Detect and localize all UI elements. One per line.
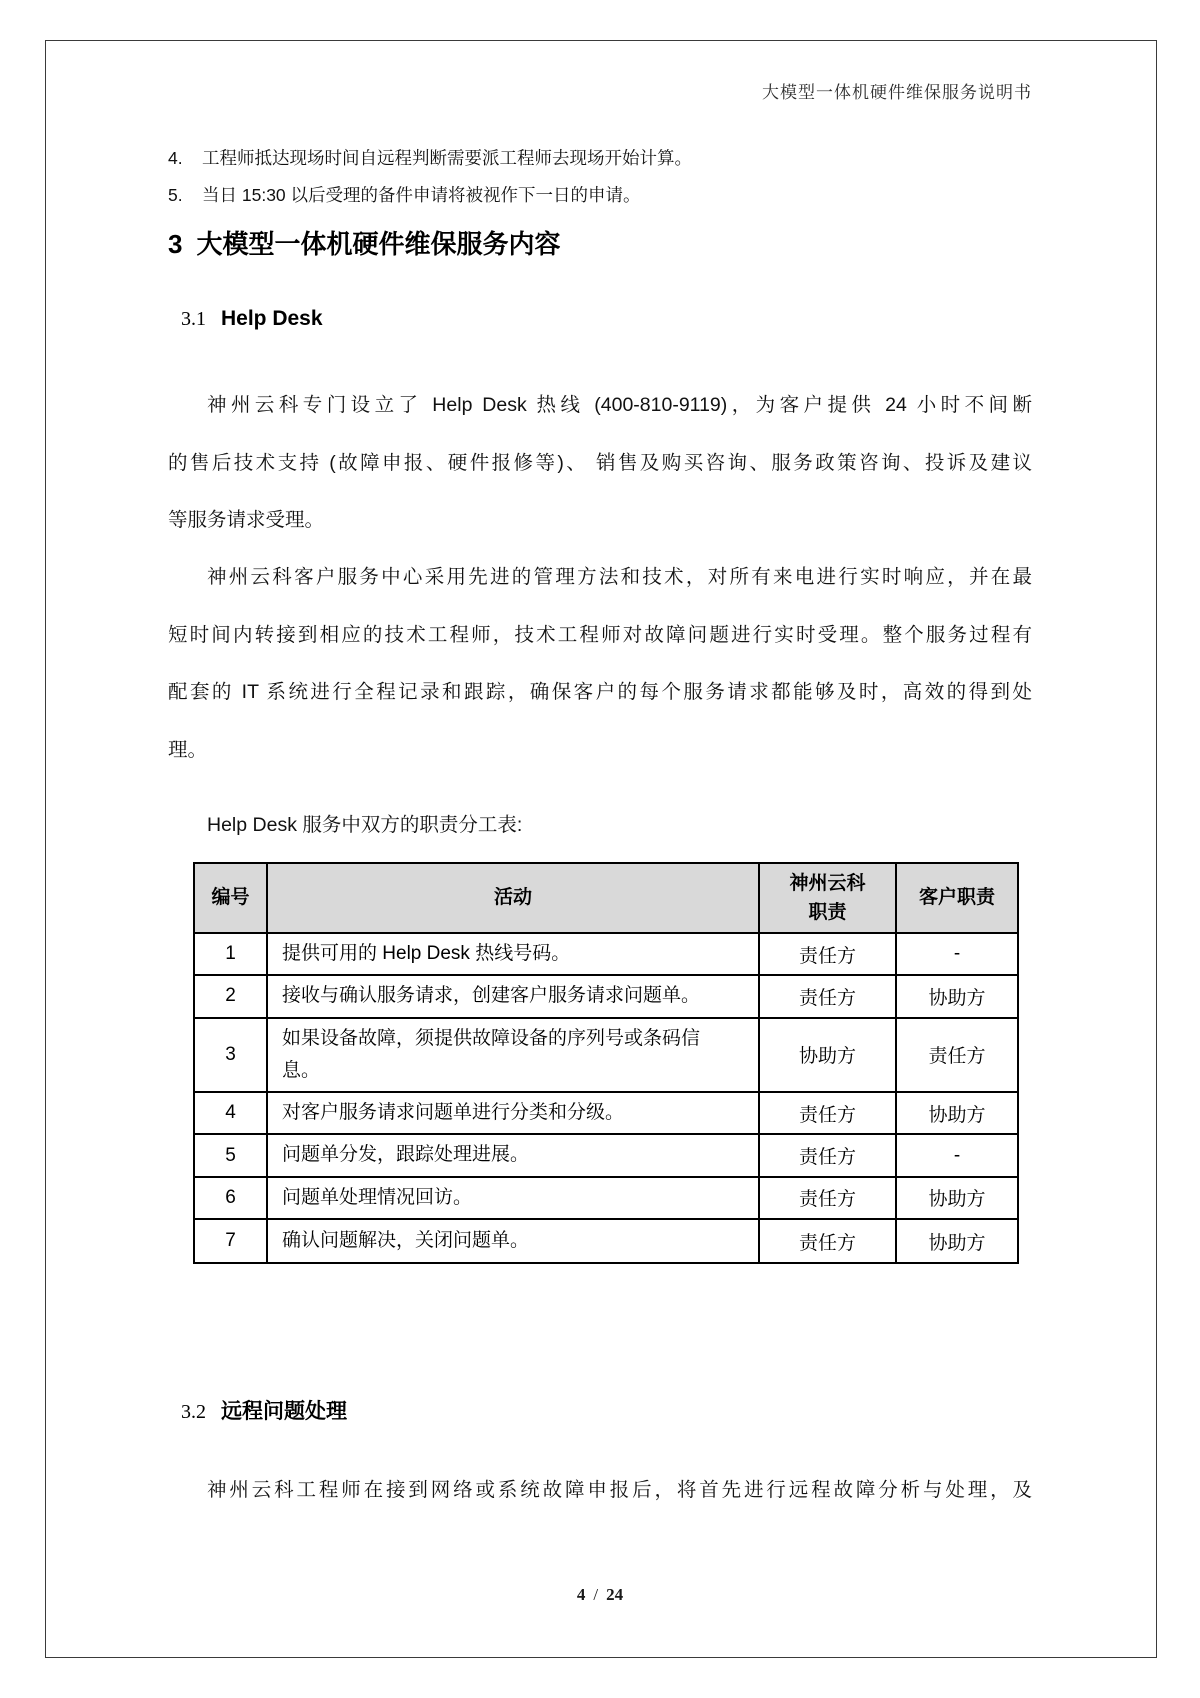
table-row (194, 1177, 1018, 1219)
page-number-separator: / (593, 1585, 599, 1604)
paragraph-line: 的售后技术支持 (故障申报、硬件报修等)、 销售及购买咨询、服务政策咨询、投诉及建议 (168, 451, 1032, 474)
subsection-heading-3-2 (181, 1395, 1081, 1425)
cell-vendor-role: 责任方 (759, 1134, 896, 1176)
cell-customer-role: - (896, 1134, 1018, 1176)
list-item (168, 177, 1032, 214)
cell-activity: 接收与确认服务请求，创建客户服务请求问题单。 (267, 975, 759, 1017)
cell-number: 7 (194, 1219, 267, 1263)
cell-customer-role: 协助方 (896, 1092, 1018, 1134)
table-row (194, 1134, 1018, 1176)
paragraph-line: 神州云科专门设立了 Help Desk 热线 (400-810-9119)，为客户提供 24 小时不间断 (207, 394, 1032, 416)
page-footer (0, 1585, 1200, 1605)
paragraph-line: 配套的 IT 系统进行全程记录和跟踪，确保客户的每个服务请求都能够及时，高效的得到处 (168, 681, 1032, 704)
cell-customer-role: 责任方 (896, 1018, 1018, 1093)
table-header-customer: 客户职责 (896, 863, 1018, 933)
cell-activity: 提供可用的 Help Desk 热线号码。 (267, 933, 759, 975)
cell-vendor-role: 责任方 (759, 933, 896, 975)
cell-customer-role: - (896, 933, 1018, 975)
section-number: 3 (168, 229, 183, 259)
cell-vendor-role: 责任方 (759, 1092, 896, 1134)
cell-vendor-role: 责任方 (759, 975, 896, 1017)
cell-customer-role: 协助方 (896, 1219, 1018, 1263)
paragraph-line: 神州云科工程师在接到网络或系统故障申报后，将首先进行远程故障分析与处理，及 (207, 1479, 1032, 1501)
section-heading-3 (168, 224, 1068, 261)
table-header-row (194, 863, 1018, 933)
cell-vendor-role: 责任方 (759, 1177, 896, 1219)
subsection-title: 远程问题处理 (221, 1400, 347, 1423)
table-header-vendor (759, 863, 896, 933)
cell-customer-role: 协助方 (896, 1177, 1018, 1219)
table-row (194, 1018, 1018, 1093)
paragraph-line: 理。 (168, 738, 208, 761)
subsection-heading-3-1 (181, 307, 1081, 331)
paragraph-helpdesk-intro (168, 377, 1032, 550)
page-number-current: 4 (576, 1585, 586, 1604)
paragraph-line: 短时间内转接到相应的技术工程师，技术工程师对故障问题进行实时受理。整个服务过程有 (168, 623, 1032, 646)
paragraph-line: 等服务请求受理。 (168, 509, 325, 532)
list-item-text: 工程师抵达现场时间自远程判断需要派工程师去现场开始计算。 (202, 148, 692, 168)
running-header-title: 大模型一体机硬件维保服务说明书 (762, 83, 1032, 102)
paragraph-line: 神州云科客户服务中心采用先进的管理方法和技术，对所有来电进行实时响应，并在最 (207, 566, 1032, 588)
table-header-activity: 活动 (267, 863, 759, 933)
cell-vendor-role: 协助方 (759, 1018, 896, 1093)
table-row (194, 975, 1018, 1017)
cell-activity: 如果设备故障，须提供故障设备的序列号或条码信息。 (267, 1018, 759, 1093)
table-row (194, 933, 1018, 975)
cell-number: 1 (194, 933, 267, 975)
paragraph-service-center (168, 549, 1032, 779)
table-header-vendor-line2: 职责 (808, 902, 847, 923)
cell-activity: 问题单分发，跟踪处理进展。 (267, 1134, 759, 1176)
subsection-title: Help Desk (221, 307, 323, 330)
subsection-number: 3.1 (181, 308, 206, 330)
numbered-list (168, 140, 1032, 214)
list-item-number: 4. (168, 148, 183, 168)
list-item (168, 140, 1032, 177)
table-header-vendor-line1: 神州云科 (789, 872, 866, 894)
paragraph-remote-handling (168, 1462, 1032, 1520)
responsibility-table (193, 862, 1019, 1264)
table-header-number: 编号 (194, 863, 267, 933)
cell-number: 4 (194, 1092, 267, 1134)
cell-vendor-role: 责任方 (759, 1219, 896, 1263)
cell-activity: 对客户服务请求问题单进行分类和分级。 (267, 1092, 759, 1134)
section-title: 大模型一体机硬件维保服务内容 (196, 229, 561, 259)
cell-activity: 问题单处理情况回访。 (267, 1177, 759, 1219)
cell-number: 5 (194, 1134, 267, 1176)
table-row (194, 1092, 1018, 1134)
cell-number: 3 (194, 1018, 267, 1093)
table-row (194, 1219, 1018, 1263)
cell-number: 6 (194, 1177, 267, 1219)
subsection-number: 3.2 (181, 1401, 206, 1423)
cell-customer-role: 协助方 (896, 975, 1018, 1017)
cell-number: 2 (194, 975, 267, 1017)
list-item-text: 当日 15:30 以后受理的备件申请将被视作下一日的申请。 (202, 185, 641, 205)
page-number-total: 24 (606, 1585, 624, 1604)
table-intro-text: Help Desk 服务中双方的职责分工表: (207, 814, 523, 836)
list-item-number: 5. (168, 185, 183, 205)
cell-activity: 确认问题解决，关闭问题单。 (267, 1219, 759, 1263)
